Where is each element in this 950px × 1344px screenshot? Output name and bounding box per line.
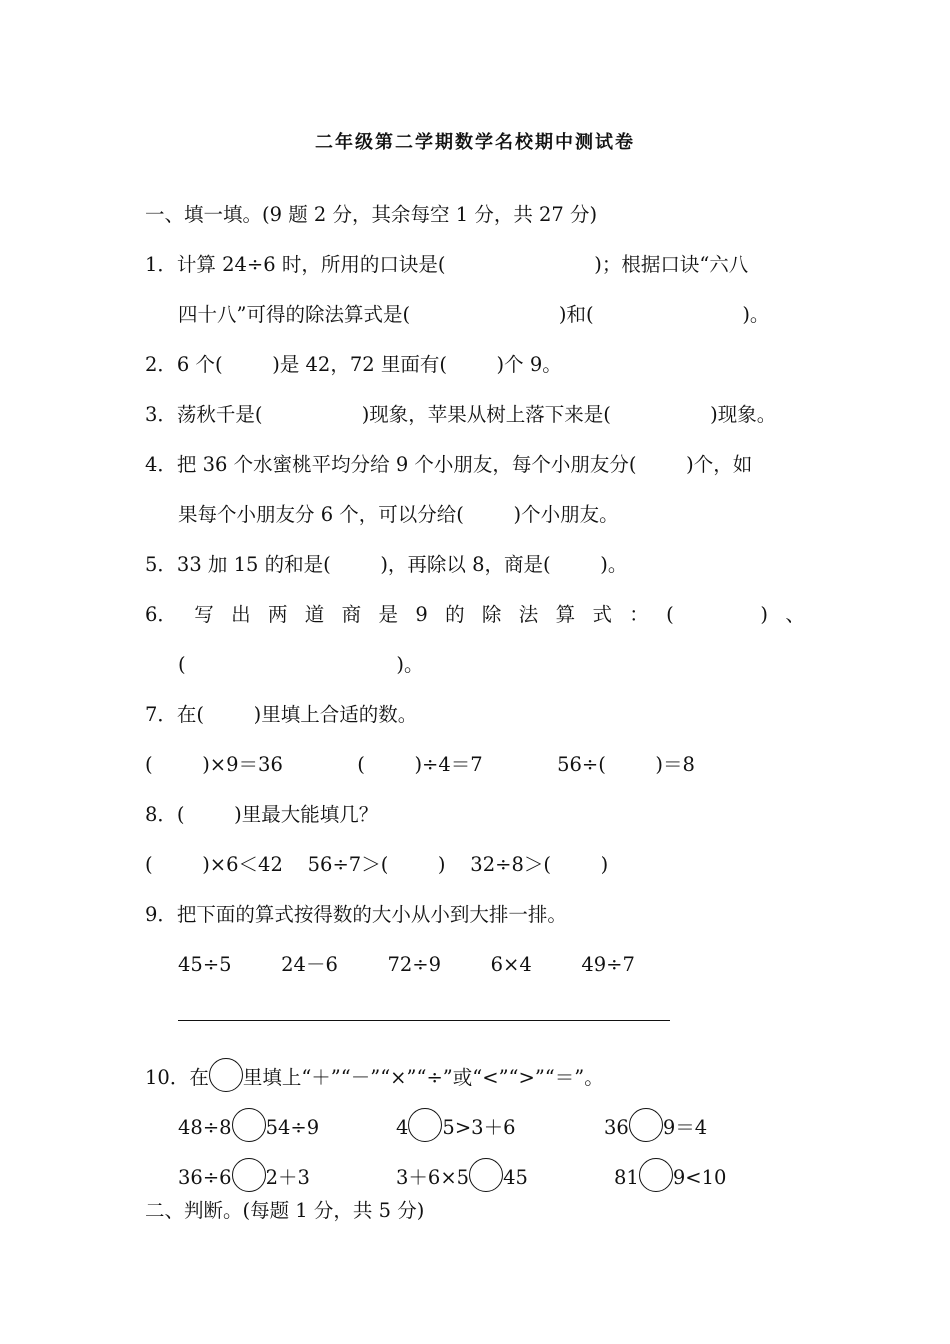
q6-token: 算	[555, 603, 576, 626]
answer-circle	[639, 1158, 673, 1192]
question-6-line-2: ( )。	[178, 653, 424, 676]
q6-token: 两	[267, 603, 288, 626]
expr-left: 4	[396, 1116, 409, 1139]
q6-token: )	[760, 603, 768, 626]
q10-row-1-item-3	[604, 1108, 707, 1142]
q6-token: ：	[629, 603, 649, 626]
question-8-expressions: ( )×6＜42 56÷7＞( ) 32÷8＞( )	[145, 853, 609, 876]
expr-left: 36÷6	[178, 1166, 232, 1189]
q6-token: 是	[378, 603, 398, 626]
q6-token: 道	[304, 603, 325, 626]
question-8: 8．( )里最大能填几？	[145, 803, 379, 826]
q10-prefix: 10．在	[145, 1066, 209, 1089]
q6-token: 式	[592, 603, 612, 626]
expr-right: 54÷9	[265, 1116, 320, 1139]
q6-token: 6．	[145, 603, 177, 626]
expr-right: 9<10	[672, 1166, 727, 1189]
q10-row-2-item-2	[396, 1158, 528, 1192]
q10-row-2-item-1	[178, 1158, 310, 1192]
question-2: 2．6 个( )是 42，72 里面有( )个 9。	[145, 353, 562, 376]
question-5: 5．33 加 15 的和是( )，再除以 8，商是( )。	[145, 553, 628, 576]
section-2-heading: 二、判断。(每题 1 分，共 5 分)	[145, 1199, 425, 1222]
expr-left: 3＋6×5	[396, 1166, 470, 1189]
question-9-expressions: 45÷5 24－6 72÷9 6×4 49÷7	[178, 953, 635, 976]
q6-token: 的	[445, 603, 465, 626]
answer-line	[178, 1020, 670, 1021]
q6-token: 出	[231, 603, 251, 626]
question-4-line-1: 4．把 36 个水蜜桃平均分给 9 个小朋友，每个小朋友分( )个，如	[145, 453, 753, 476]
q6-token: 写	[194, 603, 214, 626]
q6-token: 法	[518, 603, 539, 626]
answer-circle	[209, 1058, 243, 1092]
q10-row-2-item-3	[614, 1158, 726, 1192]
expr-left: 48÷8	[178, 1116, 232, 1139]
q6-token: 9	[415, 603, 428, 626]
answer-circle	[629, 1108, 663, 1142]
answer-circle	[469, 1158, 503, 1192]
q6-token: 商	[341, 603, 362, 626]
answer-circle	[232, 1158, 266, 1192]
question-6-line-1	[145, 603, 805, 627]
q10-row-1-item-1	[178, 1108, 319, 1142]
question-4-line-2: 果每个小朋友分 6 个，可以分给( )个小朋友。	[178, 503, 619, 526]
section-1-heading: 一、填一填。(9 题 2 分，其余每空 1 分，共 27 分)	[145, 203, 598, 226]
q6-token: 除	[481, 603, 502, 626]
expr-right: 5>3＋6	[442, 1116, 516, 1139]
question-1-line-2: 四十八”可得的除法算式是( )和( )。	[178, 303, 770, 326]
expr-right: 9＝4	[662, 1116, 708, 1139]
q10-row-1-item-2	[396, 1108, 515, 1142]
question-9: 9．把下面的算式按得数的大小从小到大排一排。	[145, 903, 567, 926]
q10-suffix: 里填上“＋”“－”“×”“÷”或“<”“>”“＝”。	[242, 1066, 604, 1089]
question-7-expressions: ( )×9＝36 ( )÷4＝7 56÷( )＝8	[145, 753, 695, 776]
question-10	[145, 1058, 604, 1092]
question-3: 3．荡秋千是( )现象，苹果从树上落下来是( )现象。	[145, 403, 777, 426]
question-1-line-1: 1．计算 24÷6 时，所用的口诀是( )；根据口诀“六八	[145, 253, 749, 276]
expr-left: 36	[604, 1116, 629, 1139]
page-title: 二年级第二学期数学名校期中测试卷	[315, 132, 635, 153]
q6-token: 、	[785, 603, 805, 626]
expr-left: 81	[614, 1166, 639, 1189]
expr-right: 45	[503, 1166, 528, 1189]
q6-token: (	[666, 603, 674, 626]
answer-circle	[408, 1108, 442, 1142]
question-7: 7．在( )里填上合适的数。	[145, 703, 418, 726]
answer-circle	[232, 1108, 266, 1142]
expr-right: 2＋3	[265, 1166, 310, 1189]
